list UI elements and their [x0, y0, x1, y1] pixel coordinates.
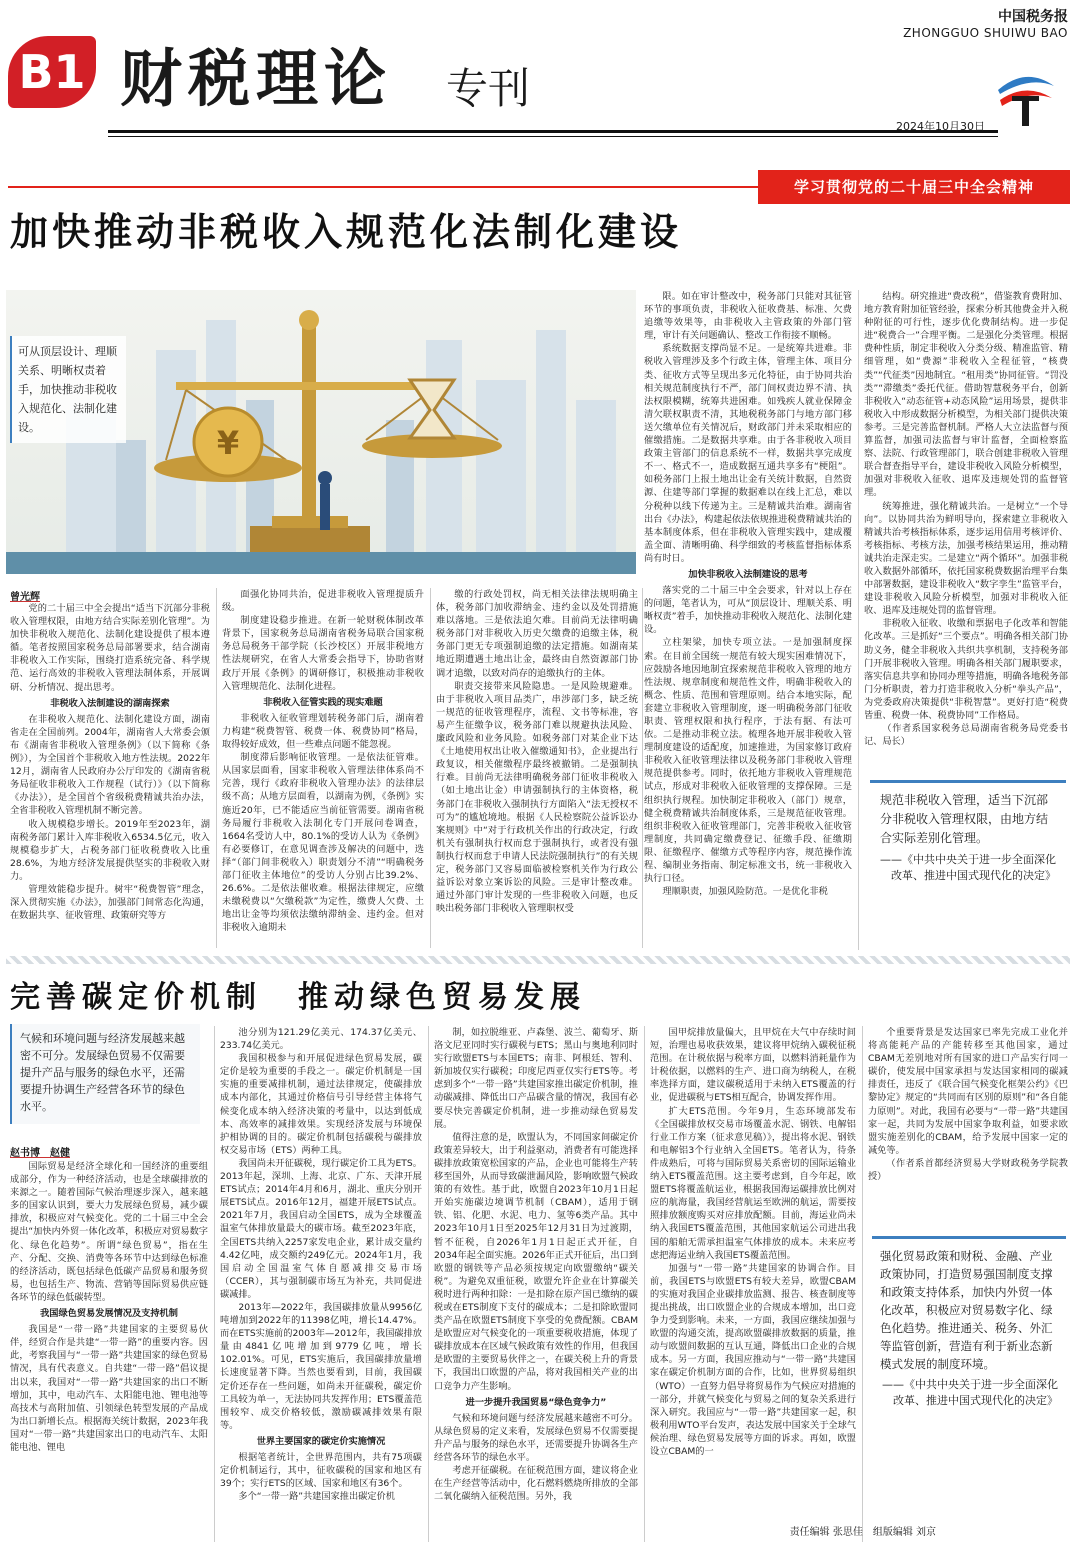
article1-sidebar-quote-box: [870, 780, 1066, 950]
column-rule: [216, 588, 217, 948]
paragraph: 值得注意的是，欧盟认为，不同国家间碳定价政策差异较大，出于利益驱动，消费者有可能选择碳排放政策宽松国家的产品，企业也可能将生产转移至国外，从而导致碳泄漏风险，影响欧盟气候政策的有效性。基于此，欧盟自2023年10月1日起开始实施碳边境调节机制（CBAM），适用于钢铁、铝、化肥、水泥、电力、氢等6类产品。其中2023年10月1日至2025年12月31日为过渡期，暂不征税，自2026年1月1日起正式开征，自2034年起全面实施。2026年正式开征后，出口到欧盟的钢铁等产品必须按规定向欧盟缴纳“碳关税”。为避免双重征税，欧盟允许企业在计算碳关税时进行两种扣除：一是扣除在原产国已缴纳的碳税或在ETS制度下支付的碳成本；二是扣除欧盟同类产品在欧盟ETS制度下享受的免费配额。CBAM是欧盟应对气候变化的一项重要税收措施，体现了碳排放成本在区域气候政策有效性的作用，但我国是欧盟的主要贸易伙伴之一，在碳关税上升的背景下，我国出口欧盟的产品，将对我国相关产业的出口竞争力产生影响。: [434, 1131, 638, 1392]
paragraph: 立柱架梁，加快专项立法。一是加强制度探索。在目前全国统一规范有较大现实困难情况下，应鼓励各地因地制宜探索规范非税收入管理的地方性法规、规章制度和规范性文件，明确非税收入的概念、性质、范围和管理原则。结合本地实际，配套建立非税收入管理制度，逐一明确税务部门征收职责、管理权限和执行程序，于法有据、有法可依。二是推动非税立法。梳理各地开展非税收入管理制度建设的适配度，加速推进，为国家修订政府非税收入征收管理法律以及税务部门非税收入管理规范提供参考。同时，依托地方非税收入管理规范试点，形成对非税收入征收管理的支撑保障。三是组织执行规程。加快制定非税收入（部门）规章，健全税费精诚共治制度体系，三是规范征收管理。组织非税收入征收管理部门，完善非税收入征收管理制度，共同确定缴费登记、征缴手段、征缴期限、征缴程序、催缴方式等程序内容，规范操作流程、编制业务指南、制定标准文书，统一非税收入执行口径。: [644, 637, 852, 885]
article1-headline: 加快推动非税收入规范化法制化建设: [10, 209, 683, 254]
article2-column-1: [10, 1160, 208, 1542]
paragraph: 加强与“一带一路”共建国家的协调合作。目前，我国ETS与欧盟ETS有较大差异，欧盟CBAM的实施对我国企业碳排放监测、报告、核查制度等提出挑战，出口欧盟企业的合规成本增加，出口竞争力受到影响。未来，一方面，我国应继续加强与欧盟的沟通交流，提高欧盟碳排放数据的质量，推动与欧盟间数据的互认互通，降低出口企业的合规成本。另一方面，我国应推动与“一带一路”共建国家在碳定价机制方面的合作，比如，世界贸易组织（WTO）一直努力倡导将贸易作为气候应对措施的一部分，并就气候变化与贸易之间的复杂关系进行深入研究。我国应与“一带一路”共建国家一起，积极利用WTO平台发声，表达发展中国家关于全球气候治理、绿色贸易发展等方面的诉求。再如，欧盟设立CBAM的一: [650, 1262, 856, 1457]
paragraph: 2013年—2022年，我国碳排放量从9956亿吨增加到2022年的11398亿吨，增长14.47%。而在ETS实施前的2003年—2012年，我国碳排放量由4841亿吨增加到9779亿吨，增长102.01%。可见，ETS实施后，我国碳排放量增长速度显著下降。当然也要看到，目前，我国碳定价还存在一些问题，如尚未开征碳税，碳定价工具较为单一，无法协同共发挥作用；ETS覆盖范围较窄、成交价格较低，激励碳减排效果有限等。: [220, 1301, 422, 1431]
article1-pullquote: 可从顶层设计、理顺关系、明晰权责着手，加快推动非税收入规范化、法制化建设。: [10, 336, 126, 443]
article1-column-1: [10, 602, 210, 948]
subheading: 我国绿色贸易发展情况及支持机制: [40, 1308, 178, 1320]
masthead-rule-thin: [108, 136, 998, 137]
article2-sidebar-quote-box: [872, 1236, 1066, 1506]
paragraph: 制度建设稳步推进。在新一轮财税体制改革背景下，国家税务总局湖南省税务局联合国家税务总局税务干部学院（长沙校区）开展非税地方性法规研究，在省人大常委会指导下，协助省财政厅开展《条例》的调研修订，积极推动非税收入管理规范化、法制化进程。: [222, 615, 424, 692]
newspaper-logo-icon: [990, 60, 1062, 132]
paragraph: 收入规模稳步增长。2019年至2023年，湖南税务部门累计入库非税收入6534.5亿元，收入规模稳步扩大，占税务部门征收税费收入比重28.6%，为地方经济发展提供坚实的非税收入财力。: [10, 818, 210, 882]
page-number-badge: B1: [8, 36, 96, 108]
sidebar-quote: 规范非税收入管理，适当下沉部分非税收入管理权限，由地方结合实际差别化管理。: [880, 793, 1049, 845]
editor-credits: 责任编辑 张思佳 组版编辑 刘京: [789, 1527, 936, 1538]
article1-column-5: [864, 290, 1068, 770]
section-subtitle: 专刊: [446, 64, 531, 113]
column-rule: [642, 588, 643, 948]
column-rule: [214, 1026, 215, 1542]
newspaper-pinyin: ZHONGGUO SHUIWU BAO: [903, 26, 1068, 40]
paragraph: 限。如在审计整改中，税务部门只能对其征管环节的事项负责，非税收入征收费基、标准、欠费追缴等效果等，由非税收入主管政策的外部门管理，审计有关问题确认、整改工作衔接不顺畅。: [644, 291, 852, 342]
article2-column-2: [220, 1026, 422, 1542]
paragraph: 制，如拉脱维亚、卢森堡、波兰、葡萄牙、斯洛文尼亚同时实行碳税与ETS；黑山与奥地利同时实行欧盟ETS与本国ETS；南非、阿根廷、智利、新加坡仅实行碳税；印度尼西亚仅实行ETS等。考虑到多个“一带一路”共建国家推出碳定价机制，推动碳减排、降低出口产品碳含量的情况，我国有必要尽快完善碳定价机制，进一步推动绿色贸易发展。: [434, 1027, 638, 1130]
author-note: （作者系首都经济贸易大学财政税务学院教授）: [868, 1157, 1068, 1182]
column-rule: [858, 290, 859, 950]
column-rule: [428, 1026, 429, 1542]
paragraph: 考虑开征碳税。在征税范围方面，建议将企业在生产经营等活动中，化石燃料燃烧所排放的全部二氧化碳纳入征税范围。另外，我: [434, 1465, 638, 1503]
svg-text:¥: ¥: [216, 424, 240, 462]
paragraph: 面强化协同共治，促进非税收入管理提质升级。: [222, 589, 424, 614]
paragraph: 池分别为121.29亿美元、174.37亿美元、233.74亿美元。: [220, 1027, 422, 1052]
paragraph: 缴的行政处罚权，尚无相关法律法规明确主体，税务部门加收滞纳金、违约金以及处罚措施难以落地。三是依法追欠难。目前尚无法律明确税务部门对非税收入历史欠缴费的追缴主体，税务部门更无专项强制追缴的法定措施。如湖南某地近期遭遇土地出让金，最终由自然资源部门协调才追缴，以致对尚存的追缴执行的主体。: [436, 589, 638, 679]
subheading: 进一步提升我国贸易“绿色竞争力”: [465, 1396, 607, 1408]
sidebar-quote-source: ——《中共中央关于进一步全面深化改革、推进中国式现代化的决定》: [882, 1378, 1058, 1407]
paragraph: 根据笔者统计，全世界范围内，共有75项碳定价机制运行，其中，征收碳税的国家和地区有39个；实行ETS的区域、国家和地区有36个。: [220, 1452, 422, 1490]
paragraph: 扩大ETS范围。今年9月，生态环境部发布《全国碳排放权交易市场覆盖水泥、钢铁、电解铝行业工作方案（征求意见稿）》，提出将水泥、钢铁和电解铝3个行业纳入全国ETS。笔者认为，待条件成熟后，可将与国际贸易关系密切的国际运输业纳入ETS覆盖范围。这主要考虑到，自今年起，欧盟ETS将覆盖航运业，根据我国海运碳排放比例对应的航海量，我国经营航运至欧洲的航运，需要按照排放额度购买对应排放配额。目前，海运业尚未纳入我国ETS覆盖范围，其他国家航运公司进出我国的船舶无需承担温室气体排放的成本。未来应考虑把海运业纳入我国ETS覆盖范围。: [650, 1105, 856, 1261]
paragraph: 管理效能稳步提升。树牢“税费智管”理念，深入贯彻实施《办法》，加强部门间常态化沟通，在数据共享、征收管理、政策研究等方: [10, 883, 210, 922]
article1-column-4: [644, 290, 852, 898]
section-title: 财税理论: [120, 42, 393, 115]
paragraph: 落实党的二十届三中全会要求，针对以上存在的问题，笔者认为，可从“顶层设计、理顺关系、明晰权责”着手，加快推动非税收入规范化、法制化建设。: [644, 585, 852, 636]
article1-column-2: [222, 588, 424, 948]
article2-pullquote: 气候和环境问题与经济发展越来越密不可分。发展绿色贸易不仅需要提升产品与服务的绿色水平，还需要提升协调生产经营各环节的绿色水平。: [20, 1032, 185, 1113]
paragraph: 国际贸易是经济全球化和一国经济的重要组成部分，作为一种经济活动，也是全球碳排放的来源之一。随着国际气候治理逐步深入，越来越多的国家认识到，要大力发展绿色贸易，减少碳排放，积极应对气候变化。党的二十届三中全会提出“加快内外贸一体化改革，积极应对贸易数字化、绿色化趋势”。所谓“绿色贸易”，指在生产、分配、交换、消费等各环节中达到绿色标准的经济活动，既包括绿色低碳产品贸易和服务贸易，也包括生产、物流、营销等国际贸易供应链各环节的绿色低碳转型。: [10, 1161, 208, 1303]
sidebar-quote-source: ——《中共中央关于进一步全面深化改革、推进中国式现代化的决定》: [880, 853, 1056, 882]
article2-column-4: [650, 1026, 856, 1542]
article2-column-3: [434, 1026, 638, 1542]
subheading: 加快非税收入法制建设的思考: [688, 568, 808, 580]
subheading: 非税收入征管实践的现实难题: [263, 696, 383, 708]
sidebar-quote: 强化贸易政策和财税、金融、产业政策协同，打造贸易强国制度支撑和政策支持体系，加快内外贸一体化改革，积极应对贸易数字化、绿色化趋势。推进通关、税务、外汇等监管创新，营造有利于新业态新模式发展的制度环境。: [880, 1249, 1053, 1371]
paragraph: 党的二十届三中全会提出“适当下沉部分非税收入管理权限，由地方结合实际差别化管理”。为加快非税收入规范化、法制化建设提供了根本遵循。笔者按照国家税务总局部署要求，结合湖南非税收入工作实际，围绕打造系统完备、科学规范、运行高效的非税收入管理法制体系，开展调研、分析情况、提出思考。: [10, 603, 210, 693]
newspaper-name: 中国税务报: [998, 9, 1068, 25]
column-rule: [862, 1026, 863, 1542]
article2-pullquote-box: [10, 1024, 200, 1124]
section-divider: [6, 956, 1070, 964]
paragraph: 非税收入征收管理划转税务部门后，湖南着力构建“税费智管、税费一体、税费协同”格局，取得较好成效，但一些难点问题不能忽视。: [222, 712, 424, 751]
campaign-banner: 学习贯彻党的二十届三中全会精神: [758, 170, 1070, 204]
author-note: （作者系国家税务总局湖南省税务局党委书记、局长）: [864, 723, 1068, 748]
article2-headline: 完善碳定价机制 推动绿色贸易发展: [10, 980, 586, 1015]
paragraph: 我国尚未开征碳税，现行碳定价工具为ETS。2013年起，深圳、上海、北京、广东、天津开展ETS试点；2014年4月和6月，湖北、重庆分别开展ETS试点。2016年12月，福建开展ETS试点。2021年7月，我国启动全国ETS，成为全球覆盖温室气体排放量最大的碳市场。截至2023年底，全国ETS共纳入2257家发电企业，累计成交量约4.42亿吨，成交额约249亿元。2024年1月，我国启动全国温室气体自愿减排交易市场（CCER），其与强制碳市场互为补充，共同促进碳减排。: [220, 1157, 422, 1300]
article1-column-3: [436, 588, 638, 948]
subheading: 世界主要国家的碳定价实施情况: [256, 1435, 386, 1447]
paragraph: 系统数据支撑尚显不足。一是统筹共进难。非税收入管理涉及多个行政主体，管理主体、项目分类、征收方式等呈现出多元化特征，由于协同共治相关规范制度执行不严，部门间权责边界不清、执法权限模糊，统筹共进困难。如残疾人就业保障金清欠联权职责不清，其地税税务部门与地方部门移送欠缴单位有关情况后，财政部门并未采取相应的催缴措施。二是数据共享难。由于各非税收入项目政策主管部门的信息系统不一样，数据共享完成度不一、格式不一，造成数据互通共享多有“梗阻”。如税务部门上报土地出让金有关统计数据，自然资源、住建等部门掌握的数据难以在线上汇总，难以分税种以线下传递为主。三是精诚共治难。湖南省出台《办法》，构建起依法依规推进税费精诚共治的基本制度体系，但在非税收入管理实践中，建成覆盖全面、清晰明确、科学细致的考核监督指标体系尚有时日。: [644, 343, 852, 564]
paragraph: 理顺职责，加强风险防范。一是优化非税: [662, 886, 828, 898]
paragraph: 制度滞后影响征收管理。一是依法征管难。从国家层面看，国家非税收入管理法律体系尚不完善，现行《政府非税收入管理办法》的法律层级不高；从地方层面看，以湖南为例，《条例》实施近20年，已不能适应当前征管需要。湖南省税务局履行非税收入法制化专门开展问卷调查，1664名受访人中，80.1%的受访人认为《条例》有必要修订，在意见调查涉及解决的问题中，选择“（部门间非税收入）职责划分不清”“明确税务部门征收主体地位”的受访人分别占比39.2%、26.6%。二是依法催收难。根据法律规定，应缴未缴税费以“欠缴税款”为定性，缴费人欠费、土地出让金等均须依法缴纳滞纳金、违约金。但对非税收入逾期未: [222, 752, 424, 934]
subheading: 非税收入法制建设的湖南探索: [50, 697, 170, 709]
column-rule: [644, 1026, 645, 1542]
paragraph: 气候和环境问题与经济发展越来越密不可分。从绿色贸易的定义来看，发展绿色贸易不仅需要提升产品与服务的绿色水平，还需要提升协调各生产经营各环节的绿色水平。: [434, 1412, 638, 1463]
paragraph: 我国是“一带一路”共建国家的主要贸易伙伴，经贸合作是共建“一带一路”的重要内容。因此，考察我国与“一带一路”共建国家的绿色贸易情况，具有代表意义。自共建“一带一路”倡议提出以来，我国对“一带一路”共建国家的出口不断增加，其中，电动汽车、太阳能电池、锂电池等高技术与高附加值、引领绿色转型发展的产品成为出口新增长点。根据海关统计数据，2023年我国对“一带一路”共建国家出口的电动汽车、太阳能电池、锂电: [10, 1324, 208, 1453]
paragraph: 结构。研究推进“费改税”，借鉴教育费附加、地方教育附加征管经验，探索分析其他费金并入税种附征的可行性，逐步优化费制结构。进一步促进“税费合一”合理平衡。二是强化分类管理。根据费种性质，制定非税收入分类分级、精准监管、精细管理，如“费源”非税收入全程征管，“核费类”“代征类”因地制宜。“租用类”协同征管。“罚没类”“滞缴类”委托代征。借助智慧税务平台，创新非税收入“动态征管+动态风险”运用场景，提供非税收入中形成数据分析模型，为相关部门提供决策参考。三是完善监督机制。严格人大立法监督与预算监督，加强司法监督与审计监督，全面检察监察、法院、行政管理部门，联合创建非税收入管理联合督查指导平台，建设非税收入风险分析模型，加强对非税收入征收、退库及违规处罚的监督管理。: [864, 291, 1068, 499]
masthead-rule: [108, 130, 998, 133]
paragraph: 我国积极参与和开展促进绿色贸易发展，碳定价是较为重要的手段之一。碳定价机制是一国实施的重要减排机制，通过法律规定，使碳排放成本内部化，其通过价格信号引导经营主体将气候变化成本纳入经济决策的考量中，以达到低成本、高效率的减排效果。实现经济发展与环境保护相协调的目的。碳定价机制包括碳税与碳排放权交易市场（ETS）两种工具。: [220, 1053, 422, 1156]
paragraph: 职责交接带来风险隐患。一是风险规避难。由于非税收入项目品类广，串涉部门多，缺乏统一规范的征收管理程序，流程、文书等标准，容易产生征缴争议，税务部门难以规避执法风险、廉政风险和业务风险。如税务部门对某企业下达《土地使用权出让收入催缴通知书》，企业提出行政复议，相关催缴程序最终被撤销。二是强制执行难。目前尚无法律明确税务部门征收非税收入（如土地出让金）申请强制执行的主体资格，税务部门在非税收入强制执行方面陷入“法无授权不可为”的尴尬境地。根据《人民检察院公益诉讼办案规则》中“对于行政机关作出的行政决定，行政机关有强制执行权而怠于强制执行，或者没有强制执行权而怠于申请人民法院强制执行”的有关规定，税务部门又容易面临被检察机关作为行政公益诉讼对象立案诉讼的风险。三是审计整改难。通过外部门审计发现的一些非税收入问题，也反映出税务部门非税收入管理职权受: [436, 680, 638, 915]
paragraph: 统筹推进，强化精诚共治。一是树立“一个导向”。以协同共治为鲜明导向，探索建立非税收入精诚共治考核指标体系，逐步运用信用考核评价、考核指标、考核方法，加强考核结果运用，推动精诚共治走深走实。二是建立“两个循环”。加强非税收入数据外部循环，依托国家税费数据治理平台集中部署数据，建设非税收入“数字孪生”监管平台，建设非税收入风险分析模型，加强对非税收入征收、退库及违规处罚的监督管理。: [864, 500, 1068, 617]
article2-byline: 赵书博 赵健: [10, 1148, 70, 1159]
banner-rule: [8, 186, 758, 188]
publication-date: 2024年10月30日: [896, 120, 985, 133]
paragraph: 非税收入征收、收缴和票据电子化改革和智能化改革。三是抓好“三个要点”。明确各相关部门协助义务，健全非税收入共织共享机制，支持税务部门开展非税收入管理。明确各相关部门履职要求，落实信息共享和协同办理等措施，明确各地税务部门分析职责，着力打造非税收入分析“拳头产品”，为党委政府决策提供“非税智慧”。更好打造“税费皆重、税费一体、税费协同”工作格局。: [864, 618, 1068, 721]
article2-column-5: [868, 1026, 1068, 1226]
paragraph: 多个“一带一路”共建国家推出碳定价机: [238, 1491, 395, 1503]
paragraph: 在非税收入规范化、法制化建设方面，湖南省走在全国前列。2004年，湖南省人大常委会颁布《湖南省非税收入管理条例》（以下简称《条例》），为全国首个非税收入地方性法规。2022年12月，湖南省人民政府办公厅印发的《湖南省税务局征收非税收入工作规程（试行）》（以下简称《办法》），是全国首个省级税费精诚共治办法，全省非税收入管理机制不断完善。: [10, 713, 210, 817]
paragraph: 国甲烷排放量偏大，且甲烷在大气中存续时间短，治理也易收获效果，建议将甲烷纳入碳税征税范围。在计税依据与税率方面，以燃料消耗量作为计税依据，以燃料的生产、进口商为纳税人，在税率选择方面，建议碳税适用于未纳入ETS覆盖的行业，促进碳税与ETS相互配合，协调发挥作用。: [650, 1027, 856, 1104]
article1-byline: 曾光辉: [10, 592, 40, 603]
paragraph: 个重要背景是发达国家已率先完成工业化并将高能耗产品的产能转移至其他国家，通过CBAM无差别地对所有国家的进口产品实行同一碳价，使发展中国家承担与发达国家相同的碳减排责任，违反了《联合国气候变化框架公约》《巴黎协定》规定的“共同而有区别的原则”和“各自能力原则”。对此，我国有必要与“一带一路”共建国家一起，共同为发展中国家争取利益，如要求欧盟实施差别化的CBAM，给予发展中国家一定的减免等。: [868, 1027, 1068, 1156]
column-rule: [430, 588, 431, 948]
